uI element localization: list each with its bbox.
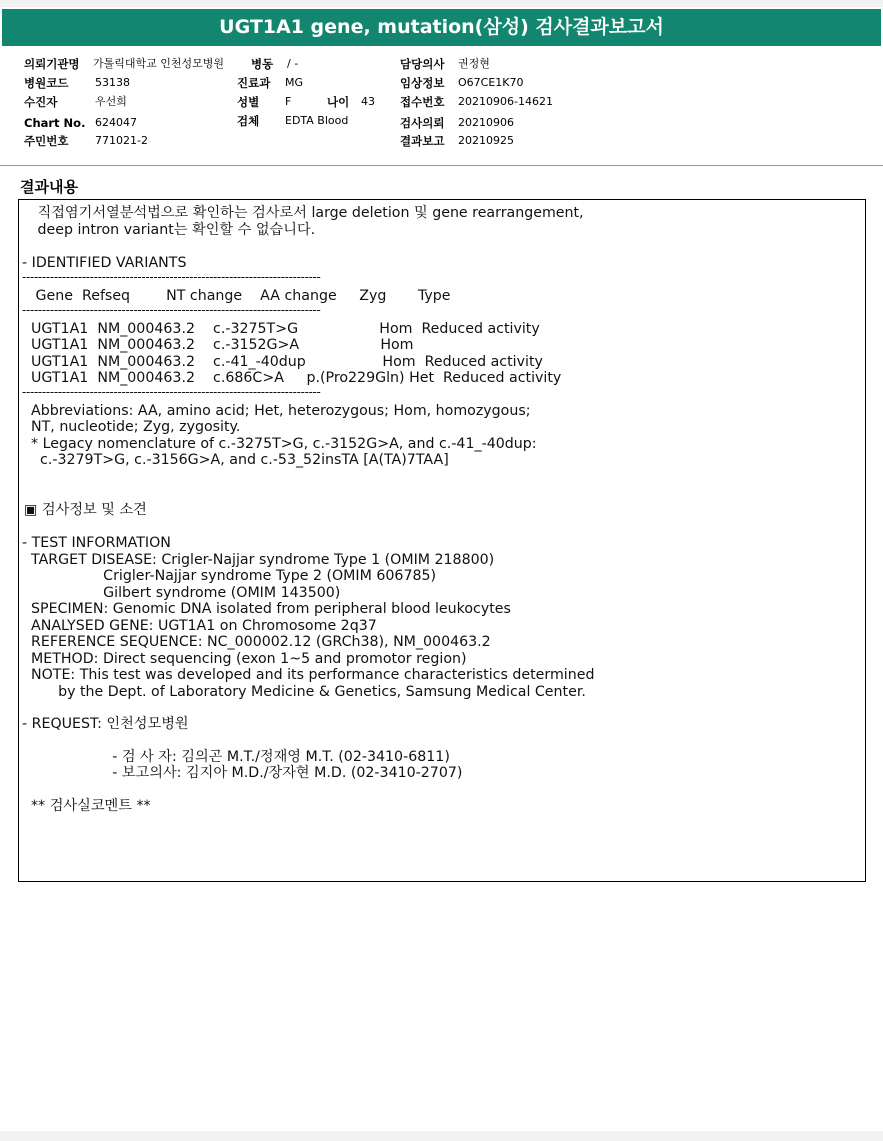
result-line: TARGET DISEASE: Crigler-Najjar syndrome Type 1 (OMIM 218800) — [22, 552, 495, 568]
result-line: --------------------------------------------------------------------------- — [22, 385, 321, 399]
lab-comment-heading: ** 검사실코멘트 ** — [22, 798, 151, 814]
sex-label: 성별 — [237, 95, 260, 109]
institution-value: 가톨릭대학교 인천성모병원 — [93, 57, 225, 70]
request-date-value: 20210906 — [458, 116, 514, 129]
result-line: - 보고의사: 김지아 M.D./장자현 M.D. (02-3410-2707) — [22, 765, 463, 781]
request-date-label: 검사의뢰 — [400, 116, 445, 130]
report-date-label: 결과보고 — [400, 134, 445, 148]
result-line: - IDENTIFIED VARIANTS — [22, 255, 187, 271]
variant-row: UGT1A1 NM_000463.2 c.-3152G>A Hom — [22, 337, 414, 353]
department-label: 진료과 — [237, 76, 271, 90]
header-divider — [0, 165, 883, 166]
variant-row: UGT1A1 NM_000463.2 c.-3275T>G Hom Reduced activity — [22, 321, 540, 337]
results-box — [18, 199, 866, 882]
receipt-label: 접수번호 — [400, 95, 445, 109]
variant-row: UGT1A1 NM_000463.2 c.-41_-40dup Hom Reduced activity — [22, 354, 543, 370]
clinical-info-value: O67CE1K70 — [458, 76, 524, 89]
report-date-value: 20210925 — [458, 134, 514, 147]
test-info-heading: ▣ 검사정보 및 소견 — [24, 502, 147, 518]
receipt-value: 20210906-14621 — [458, 95, 553, 108]
result-line: Abbreviations: AA, amino acid; Het, heterozygous; Hom, homozygous; — [22, 403, 531, 419]
result-line: NT, nucleotide; Zyg, zygosity. — [22, 419, 241, 435]
result-line: Gilbert syndrome (OMIM 143500) — [22, 585, 341, 601]
age-label: 나이 — [327, 95, 350, 109]
bottom-band — [0, 1131, 883, 1141]
result-line: - TEST INFORMATION — [22, 535, 171, 551]
department-value: MG — [285, 76, 304, 89]
patient-value: 우선희 — [95, 95, 127, 108]
result-line: METHOD: Direct sequencing (exon 1~5 and promotor region) — [22, 651, 467, 667]
ward-value: / - — [287, 57, 299, 70]
result-line: - 검 사 자: 김의곤 M.T./정재영 M.T. (02-3410-6811) — [22, 749, 450, 765]
institution-label: 의뢰기관명 — [24, 57, 80, 71]
result-line: REFERENCE SEQUENCE: NC_000002.12 (GRCh38), NM_000463.2 — [22, 634, 491, 650]
id-label: 주민번호 — [24, 134, 69, 148]
chart-no-value: 624047 — [95, 116, 137, 129]
result-line: * Legacy nomenclature of c.-3275T>G, c.-3152G>A, and c.-41_-40dup: — [22, 436, 537, 452]
patient-label: 수진자 — [24, 95, 58, 109]
hospital-code-label: 병원코드 — [24, 76, 69, 90]
ward-label: 병동 — [251, 57, 274, 71]
specimen-value: EDTA Blood — [285, 114, 349, 127]
specimen-label: 검체 — [237, 114, 260, 128]
result-line: Gene Refseq NT change AA change Zyg Type — [22, 288, 451, 304]
result-line: - REQUEST: 인천성모병원 — [22, 716, 189, 732]
result-line: 직접염기서열분석법으로 확인하는 검사로서 large deletion 및 gene rearrangement, — [33, 205, 584, 221]
result-line: SPECIMEN: Genomic DNA isolated from peripheral blood leukocytes — [22, 601, 511, 617]
result-line: ANALYSED GENE: UGT1A1 on Chromosome 2q37 — [22, 618, 377, 634]
report-header — [0, 48, 883, 165]
result-line: deep intron variant는 확인할 수 없습니다. — [33, 222, 316, 238]
id-value: 771021-2 — [95, 134, 148, 147]
variant-row: UGT1A1 NM_000463.2 c.686C>A p.(Pro229Gln) Het Reduced activity — [22, 370, 562, 386]
report-title: UGT1A1 gene, mutation(삼성) 검사결과보고서 — [2, 9, 881, 46]
results-section-title: 결과내용 — [20, 178, 78, 196]
sex-value: F — [285, 95, 292, 108]
result-line: by the Dept. of Laboratory Medicine & Genetics, Samsung Medical Center. — [22, 684, 586, 700]
doctor-value: 권정현 — [458, 57, 490, 70]
result-line: --------------------------------------------------------------------------- — [22, 303, 321, 317]
chart-no-label: Chart No. — [24, 116, 86, 130]
result-line: --------------------------------------------------------------------------- — [22, 270, 321, 284]
result-line: c.-3279T>G, c.-3156G>A, and c.-53_52insTA [A(TA)7TAA] — [22, 452, 449, 468]
doctor-label: 담당의사 — [400, 57, 445, 71]
clinical-info-label: 임상정보 — [400, 76, 445, 90]
result-line: NOTE: This test was developed and its performance characteristics determined — [22, 667, 595, 683]
result-line: Crigler-Najjar syndrome Type 2 (OMIM 606785) — [22, 568, 437, 584]
top-band — [0, 0, 883, 7]
hospital-code-value: 53138 — [95, 76, 130, 89]
age-value: 43 — [361, 95, 375, 108]
